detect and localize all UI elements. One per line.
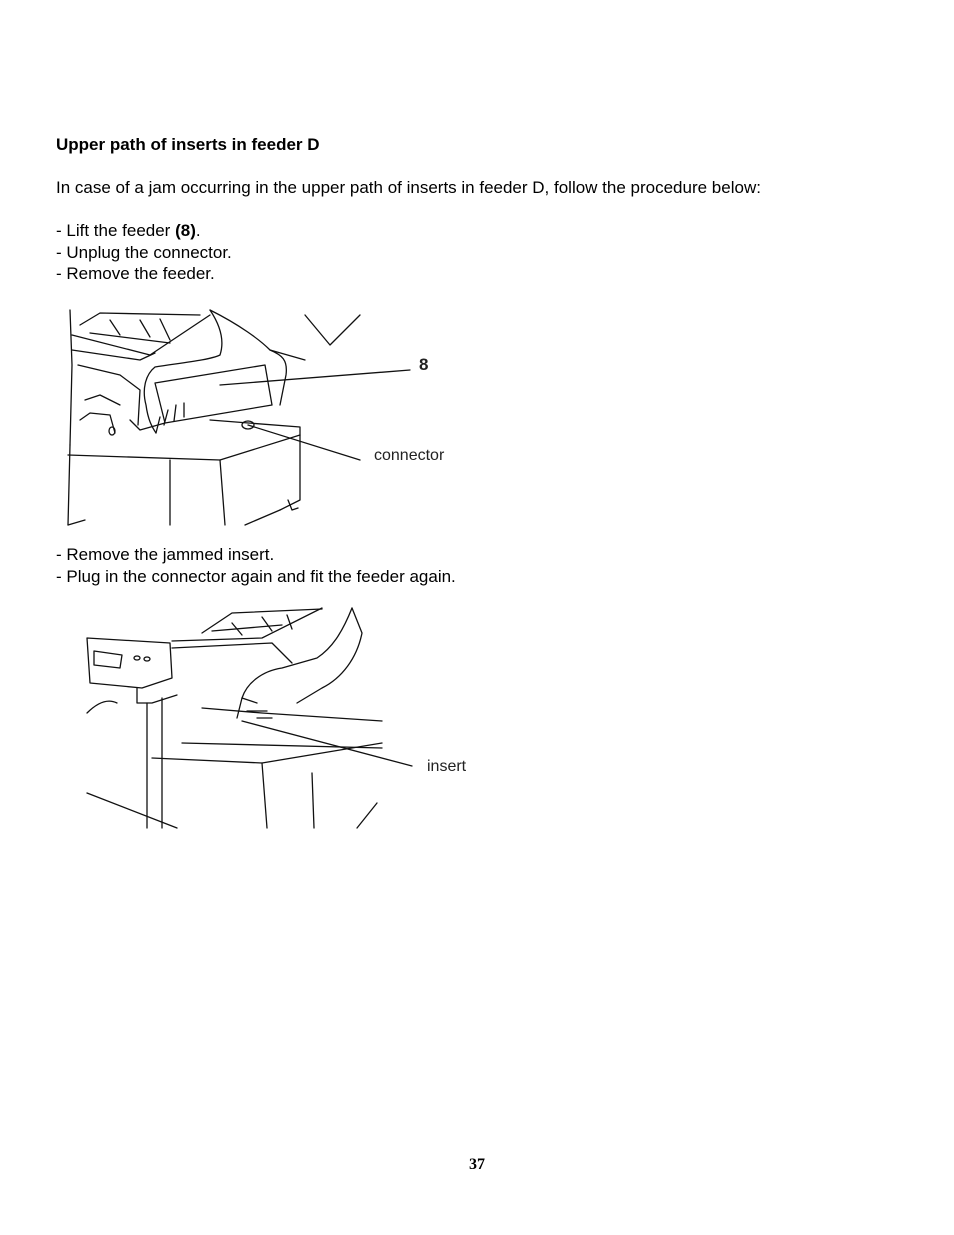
step-remove-feeder: - Remove the feeder.	[56, 264, 215, 283]
step-text: - Lift the feeder	[56, 221, 176, 240]
section-heading: Upper path of inserts in feeder D	[56, 135, 320, 154]
intro-paragraph: In case of a jam occurring in the upper path of inserts in feeder D, follow the procedure below:	[56, 178, 761, 197]
step-list-clear-jam	[56, 544, 456, 587]
insert-removal-illustration	[82, 603, 482, 833]
callout-insert: insert	[427, 758, 467, 775]
step-unplug-connector: - Unplug the connector.	[56, 242, 232, 262]
callout-feeder-8: 8	[419, 355, 429, 374]
step-reference: (8)	[175, 221, 196, 240]
step-remove-jammed-insert: - Remove the jammed insert.	[56, 545, 275, 564]
step-suffix: .	[195, 221, 201, 240]
figure-remove-insert	[82, 603, 482, 833]
callout-connector: connector	[374, 447, 445, 464]
feeder-lift-illustration	[60, 305, 480, 530]
page-number: 37	[469, 1156, 485, 1173]
step-lift-feeder	[56, 220, 232, 242]
step-list-remove-feeder	[56, 220, 232, 285]
figure-lift-feeder	[60, 305, 480, 530]
step-refit-feeder: - Plug in the connector again and fit the feeder again.	[56, 566, 456, 586]
